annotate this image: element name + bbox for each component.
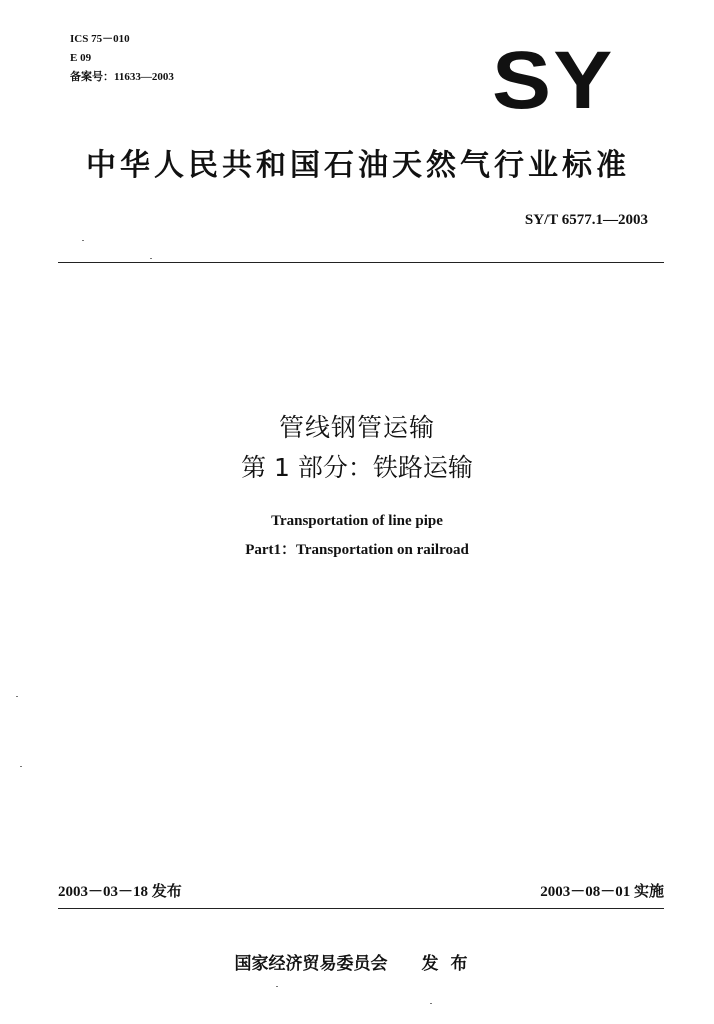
document-title-zh-line2: 第 1 部分：铁路运输 [241,453,473,482]
top-divider [58,262,664,263]
implementation-date: 2003－08－01 实施 [540,884,664,900]
classification-code: E 09 [70,52,92,64]
header-metadata [70,30,174,87]
issuer-name: 国家经济贸易委员会 [234,954,388,974]
scan-speck [276,986,278,987]
ics-code: ICS 75－010 [70,33,130,45]
scan-speck [16,696,18,697]
scan-speck [82,240,84,241]
sy-logo: SY [492,35,615,126]
scan-speck [430,1003,432,1004]
record-number: 备案号：11633—2003 [70,71,174,83]
issue-date: 2003－03－18 发布 [58,884,182,900]
standard-number: SY/T 6577.1—2003 [524,212,648,228]
scan-speck [150,258,152,259]
bottom-divider [58,908,664,909]
scan-speck [20,766,22,767]
document-title-en-line1: Transportation of line pipe [271,513,443,529]
issuer-suffix: 发布 [421,954,480,974]
standard-category-title: 中华人民共和国石油天然气行业标准 [86,148,630,183]
document-title-en-line2: Part1：Transportation on railroad [245,542,469,558]
issuer-line [0,949,714,974]
document-title-zh-line1: 管线钢管运输 [278,413,435,442]
